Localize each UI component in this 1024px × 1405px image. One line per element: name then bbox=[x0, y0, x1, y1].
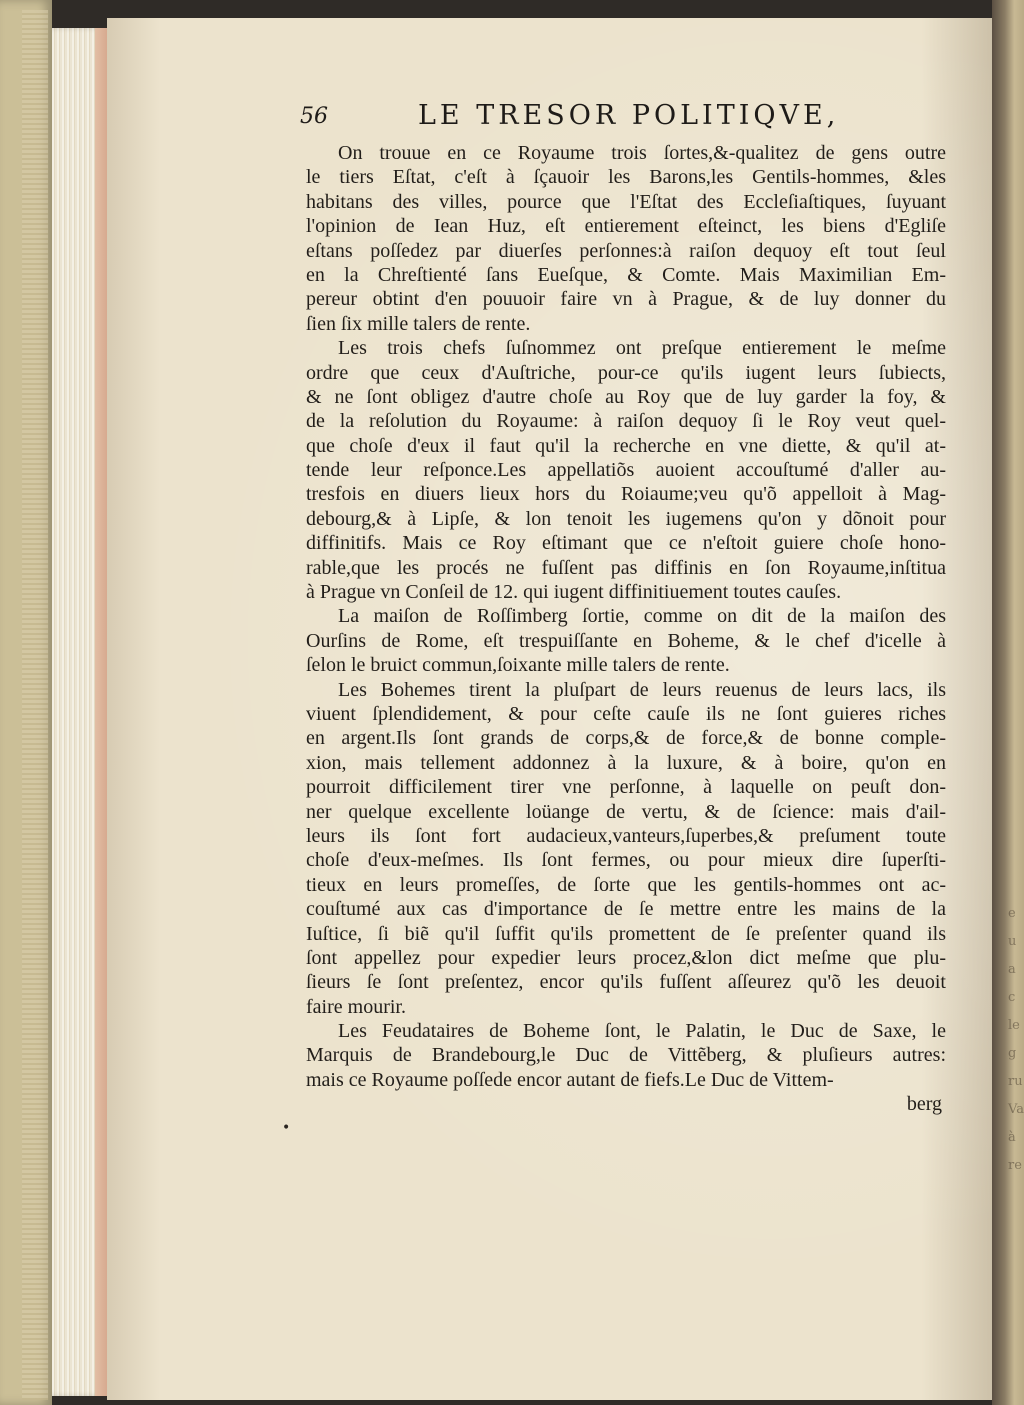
text-line: diffinitifs. Mais ce Roy eſtimant que ce n'eſtoit guiere choſe hono- bbox=[306, 532, 946, 555]
page-edges bbox=[52, 28, 107, 1396]
text-line: eſtans poſſedez par diuerſes perſonnes:à raiſon dequoy eſt tout ſeul bbox=[306, 239, 946, 262]
text-line: Les Bohemes tirent la pluſpart de leurs reuenus de leurs lacs, ils bbox=[338, 678, 946, 701]
facing-page-bleed bbox=[1008, 900, 1024, 1180]
gutter-glyph: c bbox=[1008, 990, 1016, 1005]
body-text bbox=[306, 141, 946, 1117]
text-line: ordre que ceux d'Auſtriche, pour-ce qu'ils iugent leurs ſubiects, bbox=[306, 361, 946, 384]
text-line: & ne ſont obligez d'autre choſe au Roy que de luy garder la foy, & bbox=[306, 385, 946, 408]
gutter-glyph: à bbox=[1008, 1130, 1016, 1145]
gutter-glyph: Va bbox=[1008, 1102, 1024, 1117]
text-line: Iuſtice, ſi biẽ qu'il ſuffit qu'ils promettent de ſe preſenter quand ils bbox=[306, 922, 946, 945]
text-line: rable,que les procés ne fuſſent pas diffinis en ſon Royaume,inſtitua bbox=[306, 556, 946, 579]
paragraph bbox=[306, 1019, 946, 1092]
text-line: leurs ils ſont fort audacieux,vanteurs,ſuperbes,& preſument toute bbox=[306, 824, 946, 847]
text-line: ſelon le bruict commun,ſoixante mille talers de rente. bbox=[306, 654, 730, 677]
gutter-glyph: ru bbox=[1008, 1074, 1023, 1089]
text-line: ſieurs ſe ſont preſentez, encor qu'ils fuſſent aſſeurez qu'õ les deuoit bbox=[306, 971, 946, 994]
text-line: On trouue en ce Royaume trois ſortes,&-qualitez de gens outre bbox=[338, 142, 946, 164]
text-line: à Prague vn Conſeil de 12. qui iugent diffinitiuement toutes cauſes. bbox=[306, 581, 842, 604]
catchword: berg bbox=[906, 1093, 942, 1116]
gutter-glyph: a bbox=[1008, 962, 1016, 977]
text-line: le tiers Eſtat, c'eſt à ſçauoir les Barons,les Gentils-hommes, &les bbox=[306, 166, 946, 189]
page-number: 56 bbox=[300, 104, 328, 129]
text-line: tende leur reſponce.Les appellatiõs auoient accouſtumé d'aller au- bbox=[306, 459, 946, 482]
paragraph bbox=[306, 678, 946, 1019]
gutter-glyph: u bbox=[1008, 934, 1017, 949]
gutter-glyph: e bbox=[1008, 906, 1016, 921]
text-line: faire mourir. bbox=[306, 995, 406, 1018]
text-line: Ourſins de Rome, eſt trespuiſſante en Boheme, & le chef d'icelle à bbox=[306, 629, 946, 652]
text-line: pereur obtint d'en pouuoir faire vn à Prague, & de luy donner du bbox=[306, 288, 946, 311]
text-line: ſien ſix mille talers de rente. bbox=[306, 312, 531, 335]
text-line: pourroit difficilement tirer vne perſonne, à laquelle on peuſt don- bbox=[306, 776, 946, 799]
gutter-glyph: g bbox=[1008, 1046, 1017, 1061]
text-line: Les trois chefs ſuſnommez ont preſque entierement le meſme bbox=[338, 337, 946, 360]
paragraph bbox=[306, 141, 946, 336]
text-line: choſe d'eux-meſmes. Ils ſont fermes, ou pour mieux dire ſuperſti- bbox=[306, 849, 946, 872]
paragraph bbox=[306, 336, 946, 604]
running-title: LE TRESOR POLITIQVE, bbox=[418, 100, 840, 131]
text-line: tieux en leurs promeſſes, de ſorte que les gentils-hommes ont ac- bbox=[306, 873, 946, 896]
book-gutter bbox=[992, 0, 1024, 1405]
text-line: couſtumé aux cas d'importance de ſe mettre entre les mains de la bbox=[306, 898, 946, 921]
text-line: xion, mais tellement addonnez à la luxure, & à boire, qu'on en bbox=[306, 751, 946, 774]
paragraph bbox=[306, 604, 946, 677]
text-line: Les Feudataires de Boheme ſont, le Palatin, le Duc de Saxe, le bbox=[338, 1020, 946, 1043]
book-cover-edge bbox=[0, 0, 52, 1405]
text-line: en argent.Ils ſont grands de corps,& de force,& de bonne comple- bbox=[306, 727, 946, 750]
text-line: La maiſon de Roſſimberg ſortie, comme on dit de la maiſon des bbox=[338, 605, 946, 628]
gutter-glyph: le bbox=[1008, 1018, 1020, 1033]
text-line: ner quelque excellente loüange de vertu, & de ſcience: mais d'ail- bbox=[306, 800, 946, 823]
text-line: l'opinion de Iean Huz, eſt entierement eſteinct, les biens d'Egliſe bbox=[306, 215, 946, 238]
text-line: que choſe d'eux il faut qu'il la recherche en vne diette, & qu'il at- bbox=[306, 434, 946, 457]
text-line: tresfois en diuers lieux hors du Roiaume;veu qu'õ appelloit à Mag- bbox=[306, 483, 946, 506]
text-line: de la reſolution du Royaume: à raiſon dequoy ſi le Roy veut quel- bbox=[306, 410, 946, 433]
text-line: ſont appellez pour expedier leurs procez,&lon dict meſme que plu- bbox=[306, 946, 946, 969]
text-line: en la Chreſtienté ſans Eueſque, & Comte. Mais Maximilian Em- bbox=[306, 263, 946, 286]
text-line: viuent ſplendidement, & pour ceſte cauſe ils ne ſont guieres riches bbox=[306, 702, 946, 725]
text-line: habitans des villes, pource que l'Eſtat des Eccleſiaſtiques, ſuyuant bbox=[306, 190, 946, 213]
running-head bbox=[300, 100, 880, 140]
text-line: mais ce Royaume poſſede encor autant de fiefs.Le Duc de Vittem- bbox=[306, 1068, 834, 1091]
text-line: debourg,& à Lipſe, & lon tenoit les iugemens qu'on y dõnoit pour bbox=[306, 507, 946, 530]
margin-mark: • bbox=[282, 1120, 291, 1136]
gutter-glyph: re bbox=[1008, 1158, 1022, 1173]
text-line: Marquis de Brandebourg,le Duc de Vittẽberg, & pluſieurs autres: bbox=[306, 1044, 946, 1067]
